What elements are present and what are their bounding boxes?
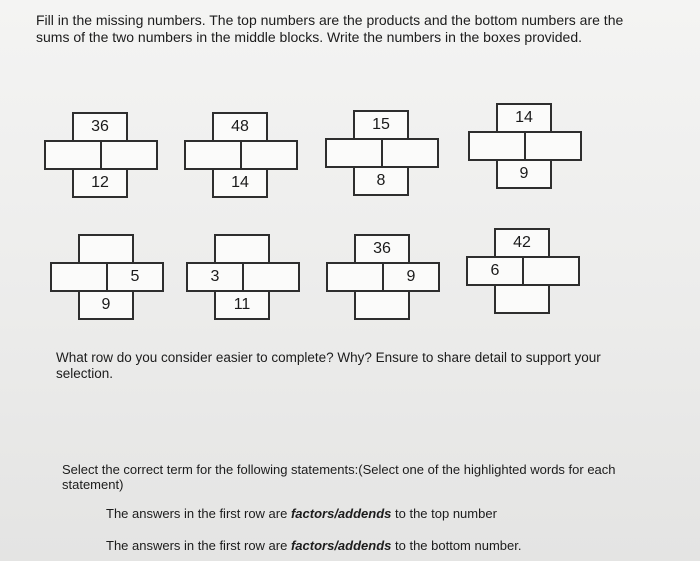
middle-left-box[interactable] bbox=[468, 131, 526, 161]
select-instructions-text: Select the correct term for the following statements:(Select one of the highlighted words for each statement) bbox=[62, 462, 616, 492]
bottom-box[interactable] bbox=[354, 290, 410, 320]
puzzle-row2-4 bbox=[466, 228, 578, 312]
statement-1 bbox=[106, 506, 497, 521]
bottom-box: 9 bbox=[496, 159, 552, 189]
statement-2-choice[interactable]: factors/addends bbox=[290, 538, 392, 553]
middle-right-box[interactable] bbox=[100, 140, 158, 170]
top-box: 14 bbox=[496, 103, 552, 133]
puzzle-row2-3 bbox=[326, 234, 438, 318]
middle-right-box[interactable] bbox=[522, 256, 580, 286]
middle-left-box[interactable] bbox=[326, 262, 384, 292]
middle-left-box: 6 bbox=[466, 256, 524, 286]
puzzle-row1-4 bbox=[468, 103, 580, 187]
middle-right-box[interactable] bbox=[524, 131, 582, 161]
bottom-box: 8 bbox=[353, 166, 409, 196]
top-box: 36 bbox=[72, 112, 128, 142]
middle-right-box[interactable] bbox=[381, 138, 439, 168]
top-box: 36 bbox=[354, 234, 410, 264]
top-box[interactable] bbox=[214, 234, 270, 264]
statement-2 bbox=[106, 538, 521, 553]
puzzle-row2-1 bbox=[50, 234, 162, 318]
bottom-box[interactable] bbox=[494, 284, 550, 314]
instructions-text: Fill in the missing numbers. The top numbers are the products and the bottom numbers are the sums of the two numbers in the middle blocks. Write the numbers in the boxes provided. bbox=[36, 12, 624, 45]
top-box[interactable] bbox=[78, 234, 134, 264]
middle-right-box[interactable] bbox=[240, 140, 298, 170]
puzzle-row2-2 bbox=[186, 234, 298, 318]
middle-right-box: 9 bbox=[382, 262, 440, 292]
bottom-box: 11 bbox=[214, 290, 270, 320]
middle-right-box[interactable] bbox=[242, 262, 300, 292]
statement-2-prefix: The answers in the first row are bbox=[106, 538, 291, 553]
statement-1-prefix: The answers in the first row are bbox=[106, 506, 291, 521]
puzzle-row1-1 bbox=[44, 112, 156, 196]
bottom-box: 12 bbox=[72, 168, 128, 198]
middle-right-box: 5 bbox=[106, 262, 164, 292]
middle-left-box[interactable] bbox=[44, 140, 102, 170]
middle-left-box[interactable] bbox=[184, 140, 242, 170]
bottom-box: 9 bbox=[78, 290, 134, 320]
middle-left-box[interactable] bbox=[50, 262, 108, 292]
statement-2-suffix: to the bottom number. bbox=[391, 538, 522, 553]
middle-left-box[interactable] bbox=[325, 138, 383, 168]
statement-1-suffix: to the top number bbox=[391, 506, 497, 521]
top-box: 48 bbox=[212, 112, 268, 142]
top-box: 15 bbox=[353, 110, 409, 140]
middle-left-box: 3 bbox=[186, 262, 244, 292]
top-box: 42 bbox=[494, 228, 550, 258]
puzzle-row1-3 bbox=[325, 110, 437, 194]
puzzle-row1-2 bbox=[184, 112, 296, 196]
question-text: What row do you consider easier to complete? Why? Ensure to share detail to support your selection. bbox=[56, 350, 601, 381]
statement-1-choice[interactable]: factors/addends bbox=[290, 506, 392, 521]
bottom-box: 14 bbox=[212, 168, 268, 198]
